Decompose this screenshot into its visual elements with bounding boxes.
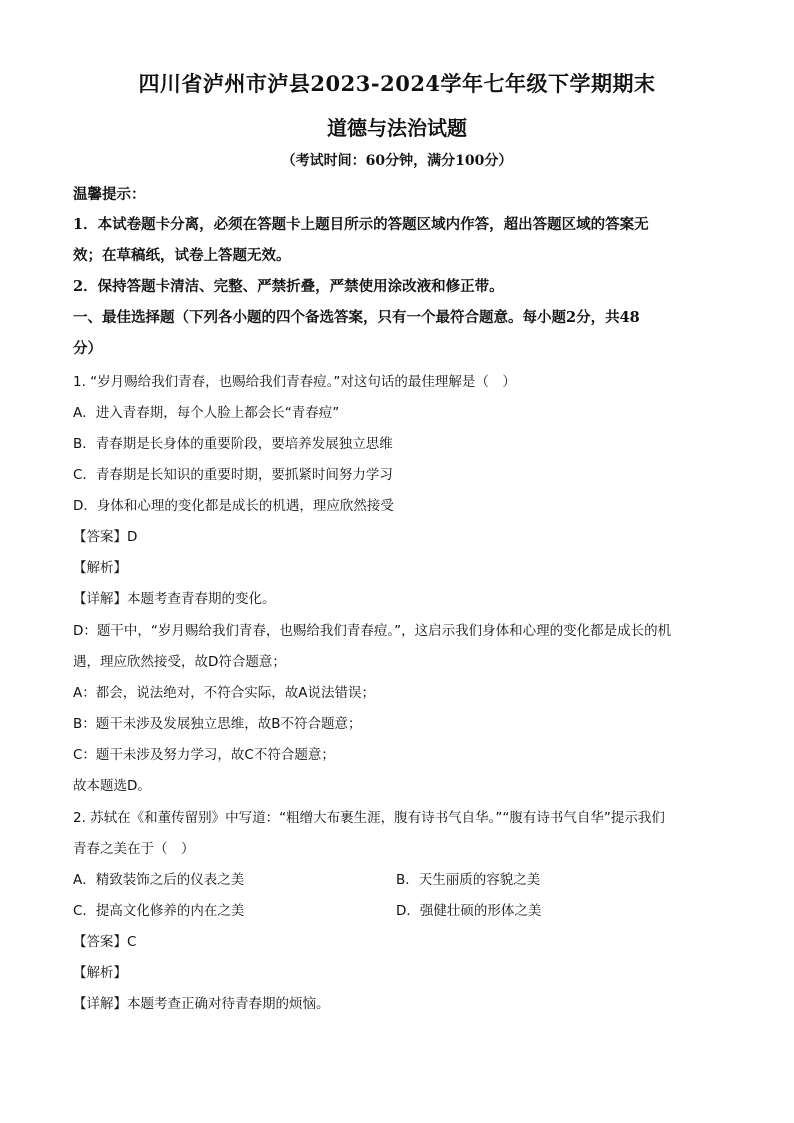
- question-1-explanation-d: D：题干中，“岁月赐给我们青春，也赐给我们青春痘。”，这启示我们身体和心理的变化都是成长的机: [73, 623, 672, 639]
- question-1-option-c: C．青春期是长知识的重要时期，要抓紧时间努力学习: [73, 467, 393, 483]
- document-title: 四川省泸州市泸县2023-2024学年七年级下学期期末: [138, 71, 656, 96]
- question-2-option-a: A．精致装饰之后的仪表之美: [73, 872, 245, 888]
- question-2-option-b: B．天生丽质的容貌之美: [396, 872, 541, 888]
- question-2-option-d: D．强健壮硕的形体之美: [396, 903, 542, 919]
- question-2-stem-cont: 青春之美在于（ ）: [73, 841, 195, 857]
- question-1-conclusion: 故本题选D。: [73, 778, 151, 794]
- question-1-analysis: 【解析】: [73, 560, 127, 576]
- question-2-stem: 2. 苏轼在《和董传留别》中写道：“粗缯大布裹生涯，腹有诗书气自华。”“腹有诗书气自华”提示我们: [73, 810, 665, 826]
- question-1-option-a: A．进入青春期，每个人脸上都会长“青春痘”: [73, 405, 340, 421]
- question-1-detail: 【详解】本题考查青春期的变化。: [73, 591, 276, 607]
- question-2-analysis: 【解析】: [73, 965, 127, 981]
- question-1-explanation-b: B：题干未涉及发展独立思维，故B不符合题意；: [73, 716, 362, 732]
- tips-heading: 温馨提示：: [73, 186, 146, 203]
- exam-info: （考试时间：60分钟，满分100分）: [281, 153, 513, 169]
- tip-1-line-1: 1．本试卷题卡分离，必须在答题卡上题目所示的答题区域内作答，超出答题区域的答案无: [73, 216, 649, 233]
- question-1-explanation-a: A：都会，说法绝对，不符合实际，故A说法错误；: [73, 685, 375, 701]
- tip-1-line-2: 效；在草稿纸，试卷上答题无效。: [73, 247, 291, 264]
- tip-2: 2．保持答题卡清洁、完整、严禁折叠，严禁使用涂改液和修正带。: [73, 278, 504, 295]
- question-1-option-b: B．青春期是长身体的重要阶段，要培养发展独立思维: [73, 436, 393, 452]
- question-1-explanation-d-cont: 遇，理应欣然接受，故D符合题意；: [73, 654, 286, 670]
- question-2-detail: 【详解】本题考查正确对待青春期的烦恼。: [73, 996, 330, 1012]
- question-2-option-c: C．提高文化修养的内在之美: [73, 903, 245, 919]
- question-1-explanation-c: C：题干未涉及努力学习，故C不符合题意；: [73, 747, 335, 763]
- section-1-heading: 一、最佳选择题（下列各小题的四个备选答案，只有一个最符合题意。每小题2分，共48: [73, 309, 640, 326]
- question-1-stem: 1. “岁月赐给我们青春，也赐给我们青春痘。”对这句话的最佳理解是（ ）: [73, 374, 516, 390]
- question-1-option-d: D．身体和心理的变化都是成长的机遇，理应欣然接受: [73, 498, 394, 514]
- document-subtitle: 道德与法治试题: [327, 116, 467, 140]
- question-2-answer: 【答案】C: [73, 934, 137, 950]
- question-1-answer: 【答案】D: [73, 529, 138, 545]
- section-1-heading-cont: 分）: [73, 340, 102, 357]
